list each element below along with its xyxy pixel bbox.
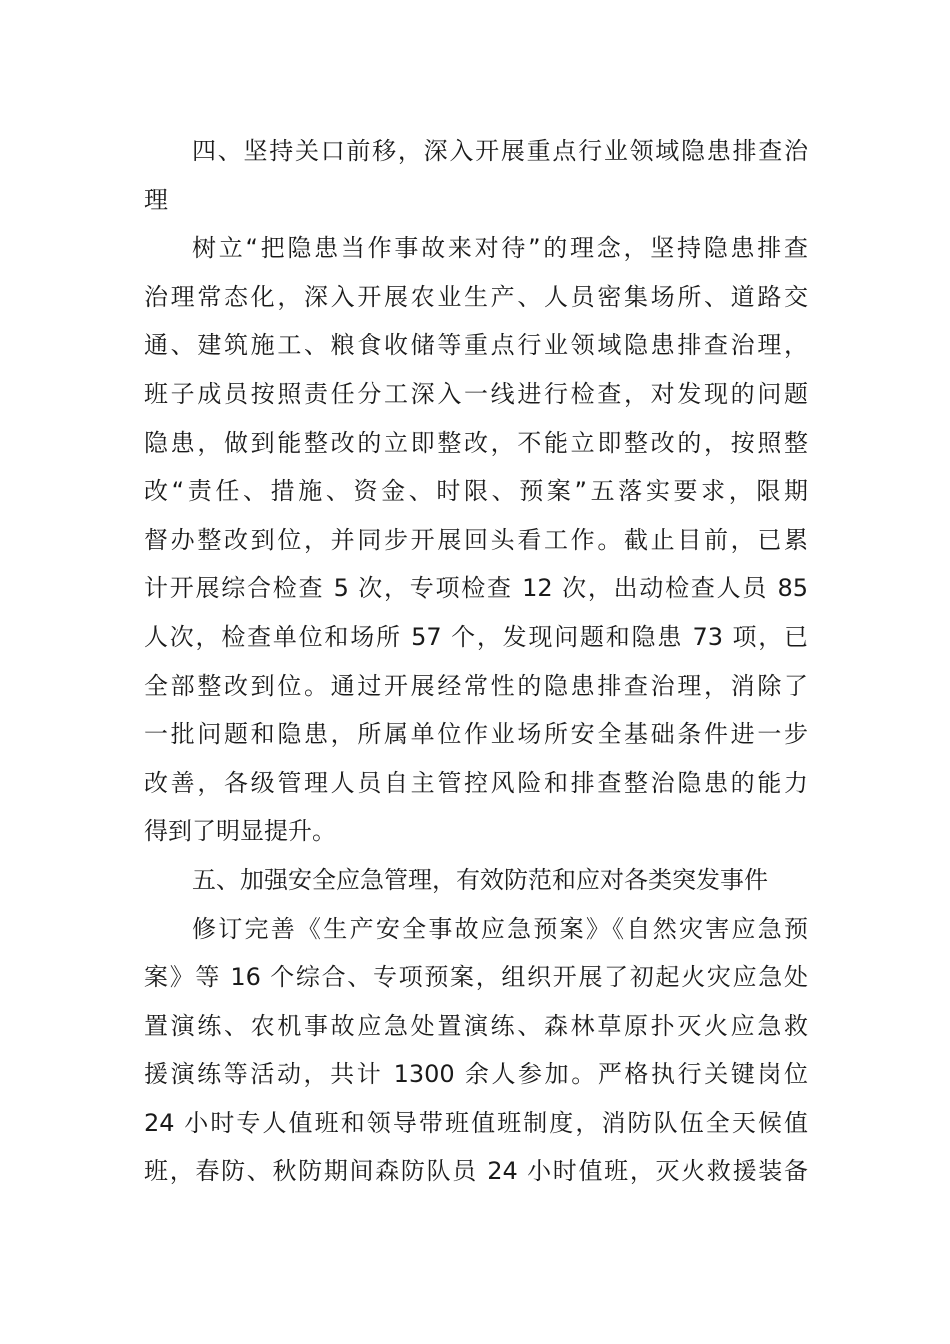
section-4-line-2: 治理常态化，深入开展农业生产、人员密集场所、道路交 xyxy=(144,282,808,311)
section-5-line-4: 援演练等活动，共计 1300 余人参加。严格执行关键岗位 xyxy=(144,1060,808,1089)
section-4-heading-line-1: 四、坚持关口前移，深入开展重点行业领域隐患排查治 xyxy=(192,137,808,165)
section-5-heading-line-1: 五、加强安全应急管理，有效防范和应对各类突发事件 xyxy=(192,865,768,894)
section-5-line-3: 置演练、农机事故应急处置演练、森林草原扑灭火应急救 xyxy=(144,1011,808,1040)
section-4-line-5: 隐患，做到能整改的立即整改，不能立即整改的，按照整 xyxy=(144,428,808,457)
document-body xyxy=(144,127,808,1196)
section-4-line-10: 全部整改到位。通过开展经常性的隐患排查治理，消除了 xyxy=(144,671,808,700)
section-5-heading xyxy=(144,856,808,905)
section-5-line-1: 修订完善《生产安全事故应急预案》《自然灾害应急预 xyxy=(192,914,808,943)
section-4-line-3: 通、建筑施工、粮食收储等重点行业领域隐患排查治理， xyxy=(144,331,808,360)
section-4-line-13: 得到了明显提升。 xyxy=(144,817,336,846)
section-5-line-5: 24 小时专人值班和领导带班值班制度，消防队伍全天候值 xyxy=(144,1108,808,1137)
section-4-paragraph xyxy=(144,224,808,856)
section-4-line-9: 人次，检查单位和场所 57 个，发现问题和隐患 73 项，已 xyxy=(144,622,808,651)
section-4-line-7: 督办整改到位，并同步开展回头看工作。截止目前，已累 xyxy=(144,525,808,554)
section-5-line-6: 班，春防、秋防期间森防队员 24 小时值班，灭火救援装备 xyxy=(144,1157,808,1186)
section-4-line-8: 计开展综合检查 5 次，专项检查 12 次，出动检查人员 85 xyxy=(144,574,808,603)
section-4-heading xyxy=(144,127,808,224)
section-4-line-11: 一批问题和隐患，所属单位作业场所安全基础条件进一步 xyxy=(144,720,808,749)
section-5-line-2: 案》等 16 个综合、专项预案，组织开展了初起火灾应急处 xyxy=(144,963,808,992)
section-4-heading-line-2: 理 xyxy=(144,185,168,214)
section-4-line-6: 改“责任、措施、资金、时限、预案”五落实要求，限期 xyxy=(144,477,808,506)
section-4-line-12: 改善，各级管理人员自主管控风险和排查整治隐患的能力 xyxy=(144,768,808,797)
section-4-line-4: 班子成员按照责任分工深入一线进行检查，对发现的问题 xyxy=(144,379,808,408)
section-4-line-1: 树立“把隐患当作事故来对待”的理念，坚持隐患排查 xyxy=(192,234,808,263)
section-5-paragraph xyxy=(144,905,808,1197)
